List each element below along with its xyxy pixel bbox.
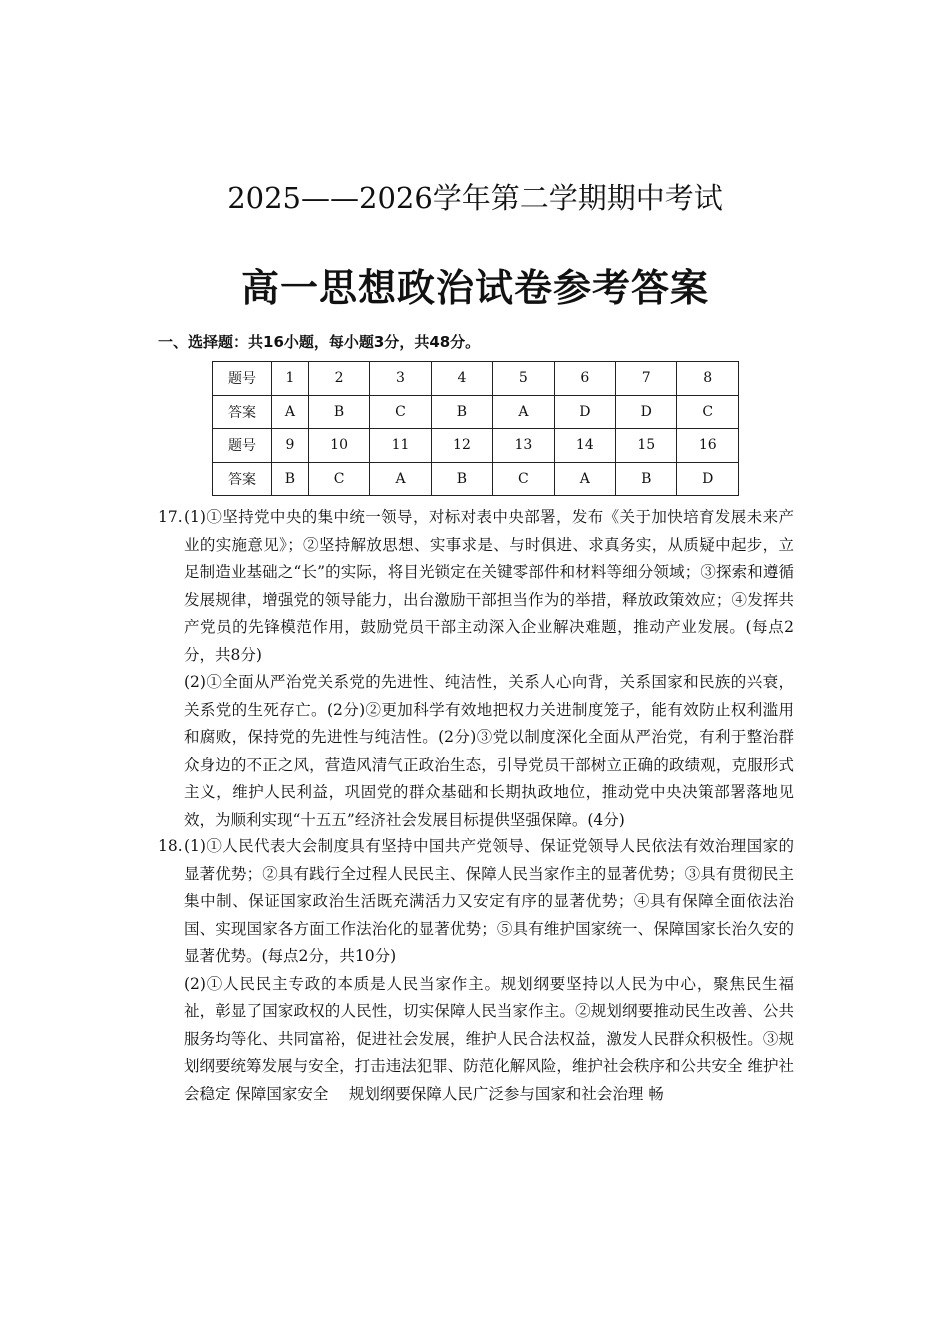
answer-cell: D: [554, 395, 615, 429]
answer-cell: B: [431, 462, 492, 496]
answer-cell: B: [431, 395, 492, 429]
answer-part-2: (2)①全面从严治党关系党的先进性、纯洁性，关系人心向背，关系国家和民族的兴衰，关系党的生死存亡。(2分)②更加科学有效地把权力关进制度笼子，能有效防止权利滥用和腐败，保持党的先进性与纯洁性。(2分)③党以制度深化全面从严治党，有利于整治群众身边的不正之风，营造风清气正政治生态，引导党员干部树立正确的政绩观，克服形式主义，维护人民利益，巩固党的群众基础和长期执政地位，推动党中央决策部署落地见效，为顺利实现“十五五”经济社会发展目标提供坚强保障。(4分): [184, 673, 794, 829]
row-label-cell: 答案: [213, 395, 272, 429]
answer-cell: 6: [554, 362, 615, 396]
answer-cell: C: [370, 395, 431, 429]
answer-cell: 1: [272, 362, 309, 396]
answer-cell: 10: [308, 429, 369, 463]
answer-cell: 14: [554, 429, 615, 463]
answer-cell: B: [272, 462, 309, 496]
answer-cell: 8: [677, 362, 739, 396]
answer-key-title: 高一思想政治试卷参考答案: [240, 266, 709, 310]
answer-cell: 16: [677, 429, 739, 463]
answer-cell: 2: [308, 362, 369, 396]
answer-part-1: (1)①坚持党中央的集中统一领导，对标对表中央部署，发布《关于加快培育发展未来产业的实施意见》；②坚持解放思想、实事求是、与时俱进、求真务实，从质疑中起步，立足制造业基础之“长”的实际，将目光锁定在关键零部件和材料等细分领域；③探索和遵循发展规律，增强党的领导能力，出台激励干部担当作为的举措，释放政策效应；④发挥共产党员的先锋模范作用，鼓励党员干部主动深入企业解决难题，推动产业发展。(每点2分，共8分): [184, 508, 794, 664]
answer-cell: 11: [370, 429, 431, 463]
answer-cell: A: [370, 462, 431, 496]
answer-cell: C: [493, 462, 554, 496]
answer-cell: 3: [370, 362, 431, 396]
answer-cell: C: [677, 395, 739, 429]
answer-cell: B: [616, 462, 677, 496]
answer-table-row: [213, 362, 739, 396]
answer-cell: 4: [431, 362, 492, 396]
answer-part-2: (2)①人民民主专政的本质是人民当家作主。规划纲要坚持以人民为中心，聚焦民生福祉，彰显了国家政权的人民性，切实保障人民当家作主。②规划纲要推动民生改善、公共服务均等化、共同富裕，促进社会发展，维护人民合法权益，激发人民群众积极性。③规划纲要统筹发展与安全，打击违法犯罪、防范化解风险，维护社会秩序和公共安全 维护社会稳定 保障国家安全 规划纲要保障人民广泛参与国家和社会治理 畅: [184, 974, 794, 1103]
answer-cell: 5: [493, 362, 554, 396]
question-number: 17.: [158, 508, 183, 526]
answer-table-row: [213, 462, 739, 496]
section-heading-choice: 一、选择题：共16小题，每小题3分，共48分。: [158, 333, 481, 351]
answer-cell: D: [677, 462, 739, 496]
answer-cell: 15: [616, 429, 677, 463]
answer-cell: C: [308, 462, 369, 496]
row-label-cell: 题号: [213, 429, 272, 463]
exam-title: 2025——2026学年第二学期期中考试: [227, 181, 723, 215]
answer-cell: A: [554, 462, 615, 496]
answer-cell: 13: [493, 429, 554, 463]
answer-table-row: [213, 395, 739, 429]
answer-cell: B: [308, 395, 369, 429]
answer-cell: D: [616, 395, 677, 429]
answer-cell: 12: [431, 429, 492, 463]
answer-cell: A: [493, 395, 554, 429]
question-17: [158, 504, 794, 834]
question-18: [158, 833, 794, 1108]
answer-table-row: [213, 429, 739, 463]
answer-cell: A: [272, 395, 309, 429]
row-label-cell: 答案: [213, 462, 272, 496]
row-label-cell: 题号: [213, 362, 272, 396]
question-number: 18.: [158, 837, 183, 855]
answer-part-1: (1)①人民代表大会制度具有坚持中国共产党领导、保证党领导人民依法有效治理国家的显著优势；②具有践行全过程人民民主、保障人民当家作主的显著优势；③具有贯彻民主集中制、保证国家政治生活既充满活力又安定有序的显著优势；④具有保障全面依法治国、实现国家各方面工作法治化的显著优势；⑤具有维护国家统一、保障国家长治久安的显著优势。(每点2分，共10分): [184, 837, 794, 965]
answer-cell: 9: [272, 429, 309, 463]
answer-cell: 7: [616, 362, 677, 396]
answer-table: [212, 361, 739, 496]
